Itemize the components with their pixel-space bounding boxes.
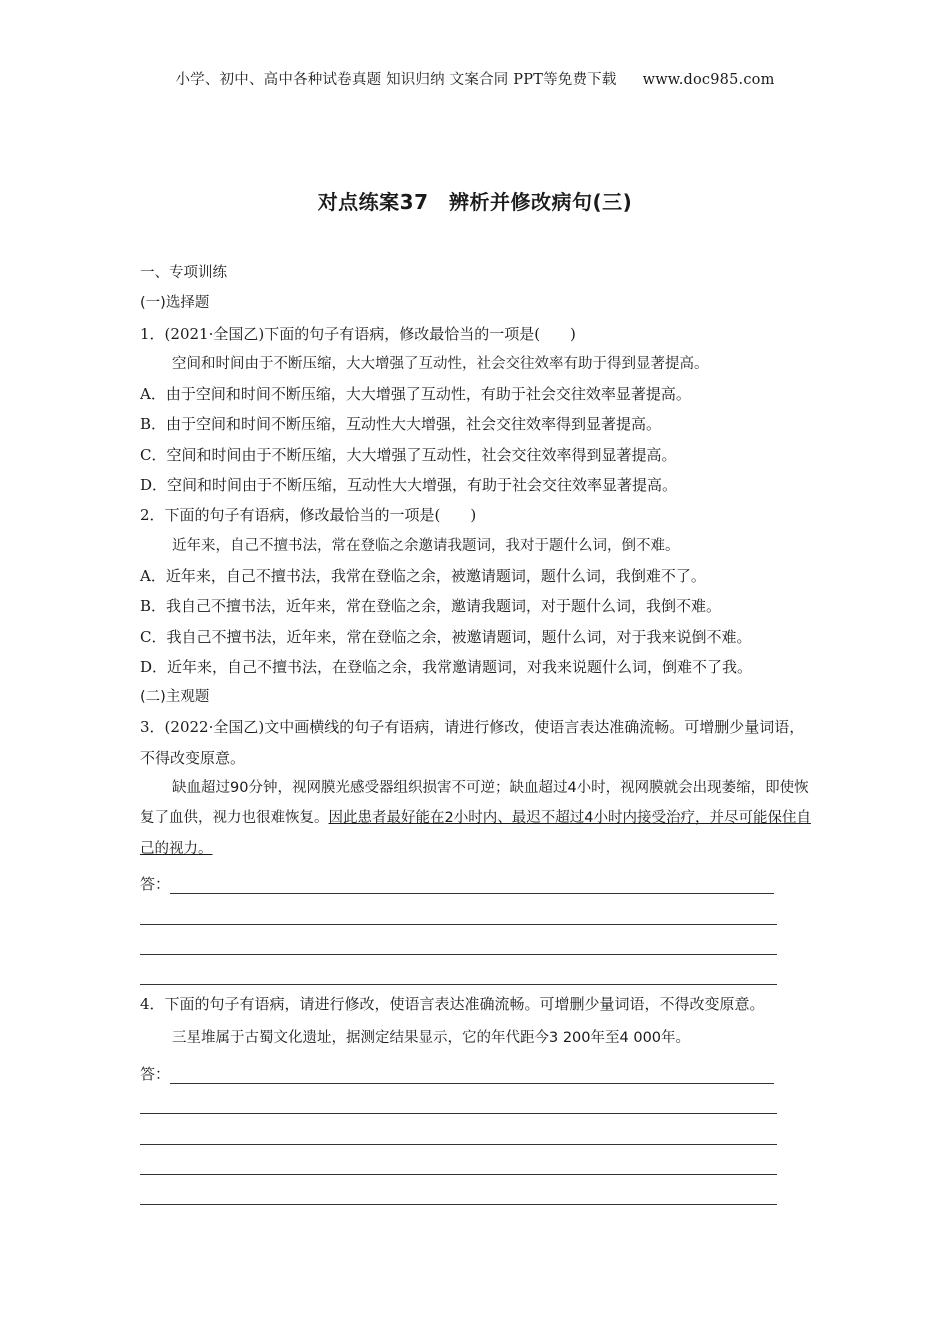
subsection-heading-subjective: (二)主观题 — [140, 689, 210, 706]
q4-answer-label: 答： — [140, 1065, 171, 1084]
answer-blank[interactable] — [140, 1095, 777, 1114]
q3-answer-label: 答： — [140, 875, 171, 894]
q3-passage-text: 缺血超过90分钟，视网膜光感受器组织损害不可逆；缺血超过4小时，视网膜就会出现萎缩，即使恢复了血供，视力也很难恢复。 — [140, 780, 809, 827]
section-heading: 一、专项训练 — [140, 265, 227, 281]
q3-underlined-sentence: 因此患者最好能在2小时内、最迟不超过4小时内接受治疗，并尽可能保住自己的视力。 — [140, 810, 811, 857]
q1-option-a[interactable]: A．由于空间和时间不断压缩，大大增强了互动性，有助于社会交往效率显著提高。 — [140, 385, 691, 404]
q2-option-a[interactable]: A．近年来，自己不擅书法，我常在登临之余，被邀请题词，题什么词，我倒难不了。 — [140, 566, 706, 585]
answer-blank[interactable] — [140, 906, 777, 925]
subsection-heading-choice: (一)选择题 — [140, 295, 210, 312]
q4-answer-line-3[interactable] — [140, 1114, 816, 1144]
q4-answer-line-4[interactable] — [140, 1145, 816, 1175]
answer-blank[interactable] — [140, 936, 777, 955]
q2-stem: 2．下面的句子有语病，修改最恰当的一项是( ) — [140, 506, 477, 525]
q1-option-b[interactable]: B．由于空间和时间不断压缩，互动性大大增强，社会交往效率得到显著提高。 — [140, 415, 662, 434]
q3-answer-line-4[interactable] — [140, 955, 816, 985]
answer-blank[interactable] — [140, 966, 777, 985]
page-header — [0, 68, 950, 89]
answer-blank[interactable] — [140, 1126, 777, 1145]
q1-sentence: 空间和时间由于不断压缩，大大增强了互动性，社会交往效率有助于得到显著提高。 — [172, 355, 709, 372]
q1-option-d[interactable]: D．空间和时间由于不断压缩，互动性大大增强，有助于社会交往效率显著提高。 — [140, 476, 678, 495]
header-url[interactable]: www.doc985.com — [642, 72, 775, 88]
q1-option-c[interactable]: C．空间和时间由于不断压缩，大大增强了互动性，社会交往效率得到显著提高。 — [140, 445, 677, 464]
exercise-body — [140, 258, 816, 1205]
answer-blank[interactable] — [170, 1065, 774, 1084]
q1-stem: 1．(2021·全国乙)下面的句子有语病，修改最恰当的一项是( ) — [140, 324, 576, 343]
q3-answer-line-2[interactable] — [140, 894, 816, 924]
q2-option-c[interactable]: C．我自己不擅书法，近年来，常在登临之余，被邀请题词，题什么词，对于我来说倒不难。 — [140, 627, 752, 646]
answer-blank[interactable] — [170, 875, 774, 894]
q2-option-b[interactable]: B．我自己不擅书法，近年来，常在登临之余，邀请我题词，对于题什么词，我倒不难。 — [140, 597, 722, 616]
q3-passage — [140, 773, 816, 864]
answer-blank[interactable] — [140, 1156, 777, 1175]
q4-stem: 4．下面的句子有语病，请进行修改，使语言表达准确流畅。可增删少量词语，不得改变原意。 — [140, 995, 765, 1014]
answer-blank[interactable] — [140, 1186, 777, 1205]
q4-answer-line-5[interactable] — [140, 1175, 816, 1205]
q3-stem: 3．(2022·全国乙)文中画横线的句子有语病，请进行修改，使语言表达准确流畅。可增删少量词语，不得改变原意。 — [140, 718, 805, 767]
q2-sentence: 近年来，自己不擅书法，常在登临之余邀请我题词，我对于题什么词，倒不难。 — [172, 537, 680, 554]
q2-option-d[interactable]: D．近年来，自己不擅书法，在登临之余，我常邀请题词，对我来说题什么词，倒难不了我。 — [140, 657, 753, 676]
header-text: 小学、初中、高中各种试卷真题 知识归纳 文案合同 PPT等免费下载 — [175, 72, 617, 88]
q4-sentence: 三星堆属于古蜀文化遗址，据测定结果显示，它的年代距今3 200年至4 000年。 — [172, 1030, 691, 1047]
q4-answer-line-1[interactable] — [140, 1054, 816, 1084]
q3-answer-line-3[interactable] — [140, 925, 816, 955]
q4-answer-line-2[interactable] — [140, 1084, 816, 1114]
q3-answer-line-1[interactable] — [140, 864, 816, 894]
page-title: 对点练案37 辨析并修改病句(三) — [317, 190, 633, 214]
